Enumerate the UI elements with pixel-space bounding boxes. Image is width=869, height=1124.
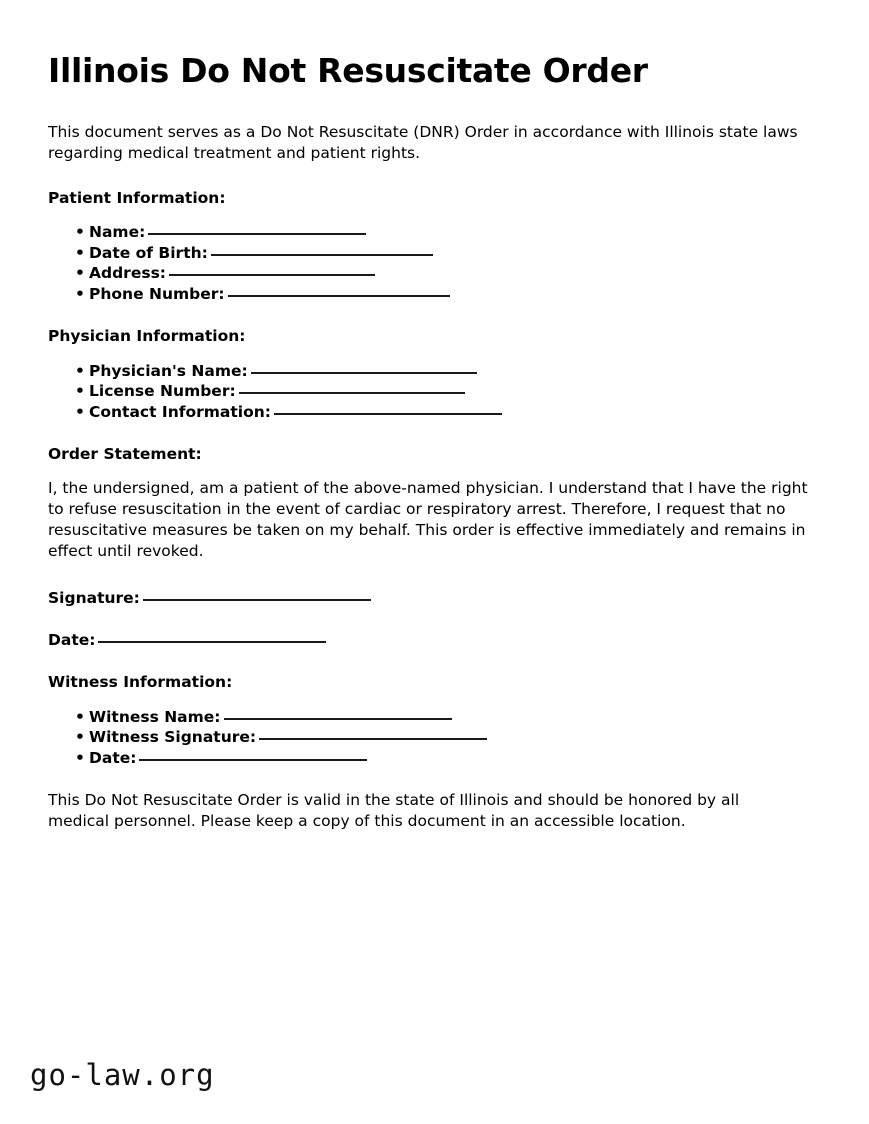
blank-line-patient-name[interactable] [148,222,366,235]
field-witness-name [48,707,808,728]
blank-line-witness-name[interactable] [224,707,452,720]
field-license-number [48,381,808,402]
page-title: Illinois Do Not Resuscitate Order [48,51,648,90]
field-patient-name [48,222,808,243]
field-label: Contact Information: [89,402,271,421]
blank-line-date[interactable] [98,630,326,643]
physician-information-heading: Physician Information: [48,327,246,346]
field-label: Witness Signature: [89,728,257,747]
field-witness-signature [48,727,808,748]
witness-information-fields [48,707,808,769]
order-statement-heading: Order Statement: [48,445,202,464]
intro-paragraph: This document serves as a Do Not Resuscitate (DNR) Order in accordance with Illinois state laws regarding medical treatment and patient rights. [48,122,798,162]
field-label: Date of Birth: [89,243,208,262]
witness-information-heading: Witness Information: [48,673,233,692]
footer-watermark: go-law.org [30,1058,215,1092]
blank-line-patient-phone[interactable] [228,284,450,297]
blank-line-contact-information[interactable] [274,402,502,415]
field-contact-information [48,402,808,423]
field-label: Physician's Name: [89,361,248,380]
blank-line-patient-address[interactable] [169,263,375,276]
field-label: Address: [89,264,166,283]
document-content [48,52,808,856]
order-statement-paragraph: I, the undersigned, am a patient of the above-named physician. I understand that I have the right to refuse resuscitation in the event of cardiac or respiratory arrest. Therefore, I request that no resuscitative measures be taken on my behalf. This order is effective immediately and remains in effect until revoked. [48,479,808,561]
field-patient-address [48,263,808,284]
blank-line-physician-name[interactable] [251,361,477,374]
blank-line-patient-dob[interactable] [211,243,433,256]
field-patient-phone [48,284,808,305]
field-witness-date [48,748,808,769]
field-physician-name [48,361,808,382]
blank-line-witness-date[interactable] [139,748,367,761]
patient-information-fields [48,222,808,304]
field-label: Name: [89,222,146,241]
blank-line-signature[interactable] [143,588,371,601]
field-label: License Number: [89,382,236,401]
closing-paragraph: This Do Not Resuscitate Order is valid in the state of Illinois and should be honored by all medical personnel. Please keep a copy of this document in an accessible location. [48,791,740,831]
field-label: Witness Name: [89,707,221,726]
field-label: Date: [89,748,137,767]
date-field [48,630,808,650]
field-patient-dob [48,243,808,264]
blank-line-witness-signature[interactable] [259,727,487,740]
field-label: Phone Number: [89,284,225,303]
patient-information-heading: Patient Information: [48,188,226,207]
field-label: Date: [48,631,96,650]
signature-field [48,588,808,608]
physician-information-fields [48,361,808,423]
blank-line-license-number[interactable] [239,381,465,394]
field-label: Signature: [48,589,140,608]
